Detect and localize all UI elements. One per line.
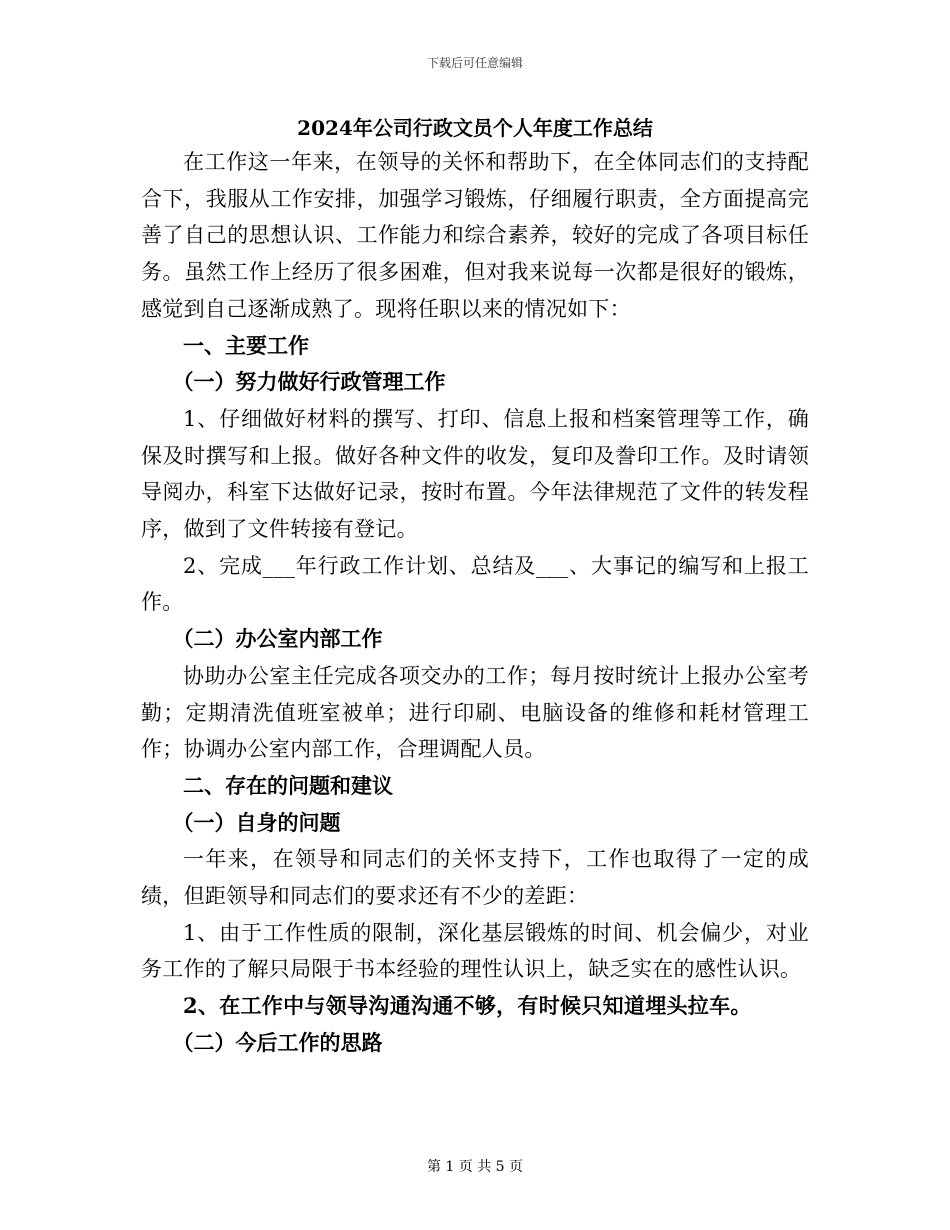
section2-sub1-item2: 2、在工作中与领导沟通沟通不够，有时候只知道埋头拉车。: [183, 993, 752, 1019]
intro-paragraph: 在工作这一年来，在领导的关怀和帮助下，在全体同志们的支持配合下，我服从工作安排，加强学习锻炼，仔细履行职责，全方面提高完善了自己的思想认识、工作能力和综合素养，较好的完成了各项目标任务。虽然工作上经历了很多困难，但对我来说每一次都是很好的锻炼，感觉到自己逐渐成熟了。现将任职以来的情况如下：: [141, 150, 809, 321]
section1-sub1-heading: （一）努力做好行政管理工作: [172, 369, 446, 395]
document-title: 2024年公司行政文员个人年度工作总结: [297, 116, 653, 140]
page-header: 下载后可任意编辑: [426, 56, 523, 70]
section2-sub1-heading: （一）自身的问题: [172, 809, 341, 835]
document-body: [141, 112, 809, 1062]
section1-sub1-item2: 2、完成___年行政工作计划、总结及___、大事记的编写和上报工作。: [141, 553, 809, 615]
section1-sub2-paragraph: 协助办公室主任完成各项交办的工作；每月按时统计上报办公室考勤；定期清洗值班室被单；进行印刷、电脑设备的维修和耗材管理工作；协调办公室内部工作，合理调配人员。: [141, 663, 809, 762]
section2-sub1-paragraph: 一年来，在领导和同志们的关怀支持下，工作也取得了一定的成绩，但距领导和同志们的要求还有不少的差距：: [141, 847, 809, 909]
section1-heading: 一、主要工作: [183, 332, 309, 358]
section1-sub2-heading: （二）办公室内部工作: [172, 626, 383, 652]
page-footer: 第 1 页 共 5 页: [426, 1159, 524, 1175]
section2-sub1-item1: 1、由于工作性质的限制，深化基层锻炼的时间、机会偏少，对业务工作的了解只局限于书本经验的理性认识上，缺乏实在的感性认识。: [141, 920, 809, 982]
section2-heading: 二、存在的问题和建议: [183, 772, 393, 798]
section2-sub2-heading: （二）今后工作的思路: [172, 1029, 383, 1055]
section1-sub1-item1: 1、仔细做好材料的撰写、打印、信息上报和档案管理等工作，确保及时撰写和上报。做好各种文件的收发，复印及誊印工作。及时请领导阅办，科室下达做好记录，按时布置。今年法律规范了文件的转发程序，做到了文件转接有登记。: [141, 406, 809, 542]
